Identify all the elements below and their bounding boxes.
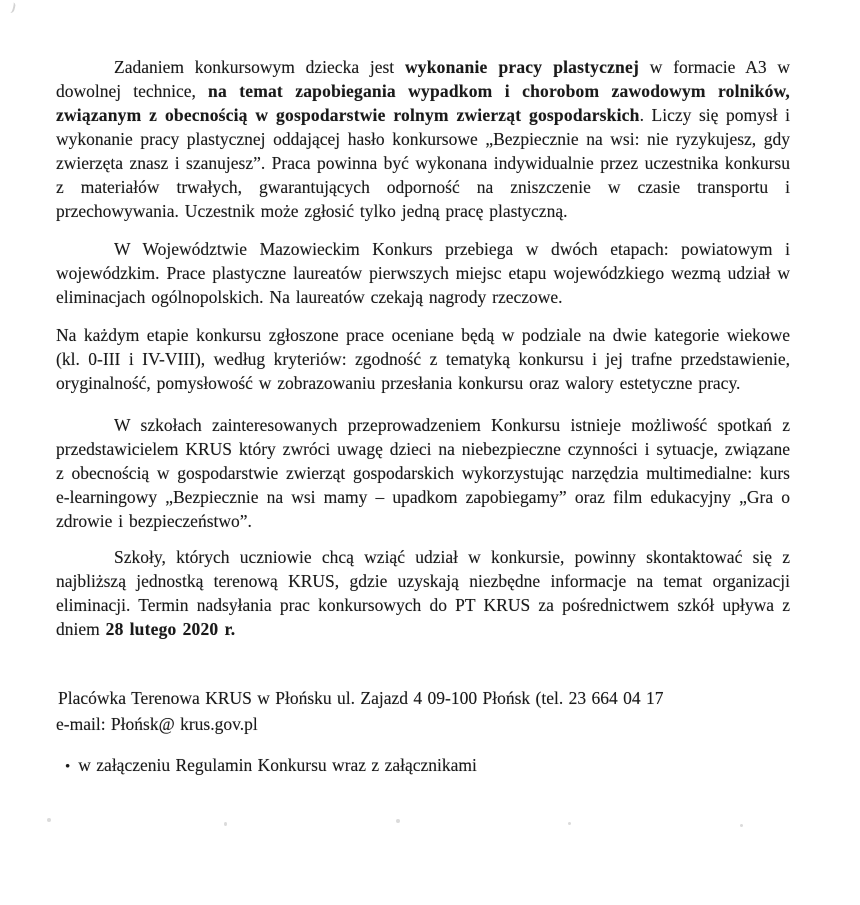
paragraph-stages (56, 237, 790, 309)
text-run-bold: wykonanie pracy plastycznej (404, 57, 639, 77)
text-run: . Liczy się pomysł i wykonanie pracy plastycznej oddającej hasło konkursowe „Bezpiecznie na wsi: nie ryzykujesz, gdy zwierzęta znasz i szanujesz”. Praca powinna być wykonana indywidualnie przez uczestnika konkursu z materiałów trwałych, gwarantujących odporność na zniszczenie w czasie transportu i przechowywania. Uczestnik może zgłosić tylko jedną pracę plastyczną. (56, 105, 790, 221)
attachment-note-text: w załączeniu Regulamin Konkursu wraz z załącznikami (78, 755, 477, 775)
text-run: W szkołach zainteresowanych przeprowadzeniem Konkursu istnieje możliwość spotkań z przedstawicielem KRUS który zwróci uwagę dzieci na niebezpieczne czynności i sytuacje, związane z obecnością w gospodarstwie zwierząt gospodarskich wykorzystując narzędzia multimedialne: kurs e-learningowy „Bezpiecznie na wsi mamy – upadkom zapobiegamy” oraz film edukacyjny „Gra o zdrowie i bezpieczeństwo”. (56, 415, 790, 531)
contact-block (56, 685, 790, 737)
text-run-bold: na temat zapobiegania wypadkom i chorobom zawodowym rolników, związanym z obecnością w gospodarstwie rolnym zwierząt gospodarskich (56, 81, 790, 125)
contact-email: e-mail: Płońsk@ krus.gov.pl (56, 714, 258, 734)
scan-artifact (224, 822, 227, 826)
text-run: Szkoły, których uczniowie chcą wziąć udział w konkursie, powinny skontaktować się z najbliższą jednostką terenową KRUS, gdzie uzyskają niezbędne informacje na temat organizacji eliminacji. Termin nadsyłania prac konkursowych do PT KRUS za pośrednictwem szkół upływa z dniem (56, 547, 790, 639)
text-run: w formacie A3 w dowolnej technice, (56, 57, 790, 101)
paragraph-schools (56, 413, 790, 533)
scan-artifact (396, 819, 400, 823)
attachment-note (65, 753, 790, 779)
bullet-icon: • (65, 759, 71, 775)
contact-address: Placówka Terenowa KRUS w Płońsku ul. Zajazd 4 09-100 Płońsk (tel. 23 664 04 17 (58, 688, 664, 708)
text-run-bold: 28 lutego 2020 r. (105, 619, 236, 639)
scan-artifact-icon (6, 1, 16, 14)
scan-artifact (740, 824, 743, 827)
paragraph-criteria (56, 323, 790, 395)
scan-artifact (568, 822, 571, 825)
text-run: Na każdym etapie konkursu zgłoszone prace oceniane będą w podziale na dwie kategorie wiekowe (kl. 0-III i IV-VIII), według kryteriów: zgodność z tematyką konkursu i jej trafne przedstawienie, oryginalność, pomysłowość w zobrazowaniu przesłania konkursu oraz walory estetyczne pracy. (56, 325, 790, 393)
scan-artifact (47, 818, 51, 822)
paragraph-task (56, 55, 790, 223)
text-run: W Województwie Mazowieckim Konkurs przebiega w dwóch etapach: powiatowym i wojewódzkim. Prace plastyczne laureatów pierwszych miejsc etapu wojewódzkiego wezmą udział w eliminacjach ogólnopolskich. Na laureatów czekają nagrody rzeczowe. (56, 239, 790, 307)
text-run: Zadaniem konkursowym dziecka jest (114, 57, 405, 77)
paragraph-deadline (56, 545, 790, 641)
